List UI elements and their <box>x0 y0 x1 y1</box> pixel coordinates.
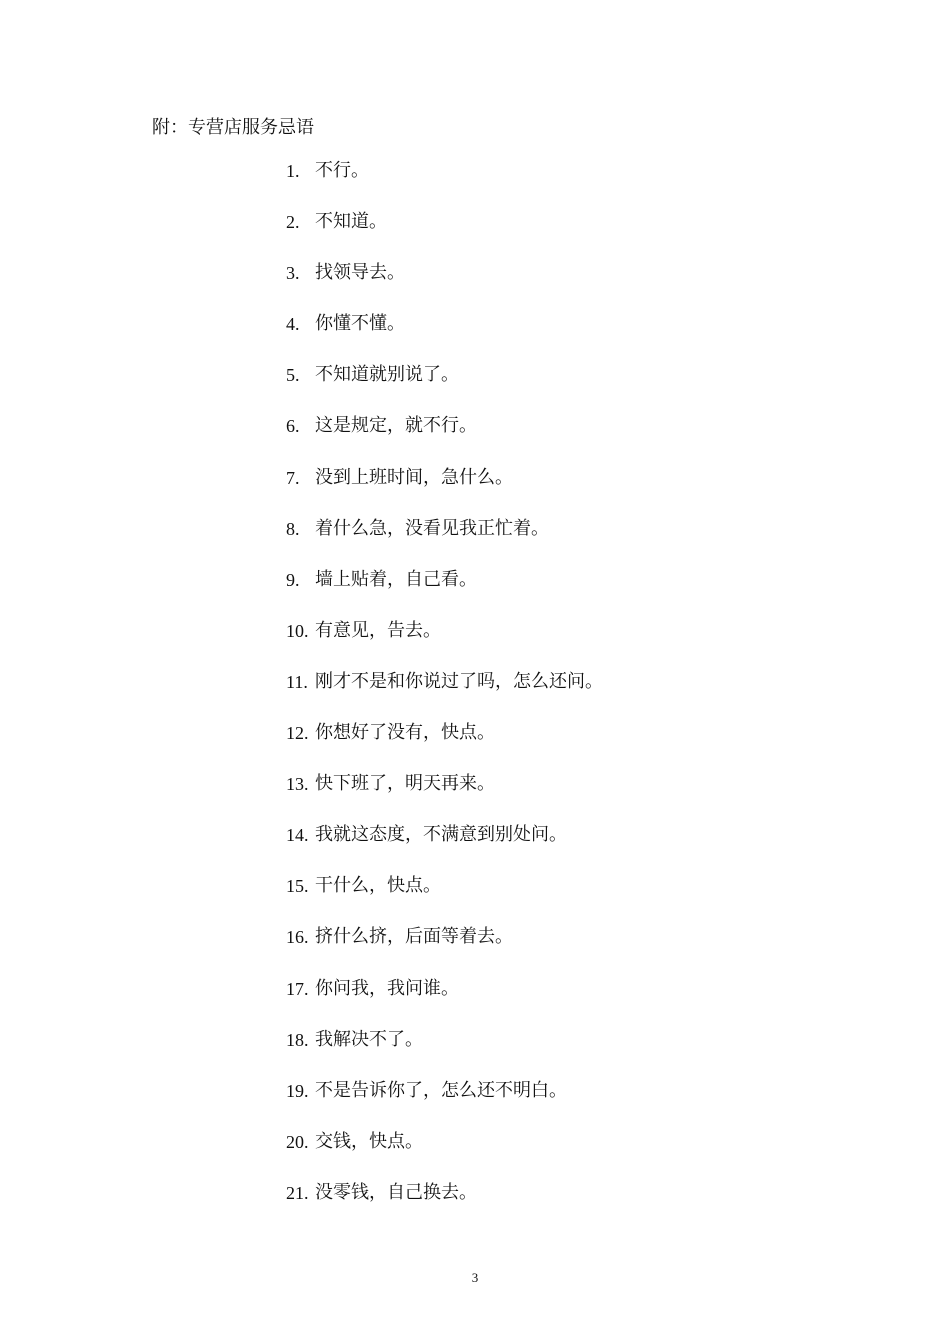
item-number: 15. <box>286 876 309 897</box>
list-item <box>286 924 603 975</box>
section-heading: 附：专营店服务忌语 <box>152 117 314 138</box>
taboo-phrase-list <box>286 158 603 1231</box>
list-item <box>286 771 603 822</box>
item-number: 16. <box>286 927 309 948</box>
list-item <box>286 362 603 413</box>
list-item <box>286 516 603 567</box>
list-item <box>286 209 603 260</box>
item-text: 找领导去。 <box>315 262 405 284</box>
item-number: 21. <box>286 1182 309 1203</box>
item-text: 有意见，告去。 <box>315 619 441 641</box>
item-text: 干什么，快点。 <box>315 875 441 897</box>
item-number: 2. <box>286 212 300 233</box>
item-number: 4. <box>286 314 300 335</box>
list-item <box>286 158 603 209</box>
list-item <box>286 260 603 311</box>
item-text: 没零钱，自己换去。 <box>315 1181 477 1203</box>
list-item <box>286 669 603 720</box>
list-item <box>286 720 603 771</box>
item-number: 14. <box>286 825 309 846</box>
item-number: 3. <box>286 263 300 284</box>
item-number: 13. <box>286 774 309 795</box>
item-number: 19. <box>286 1080 309 1101</box>
list-item <box>286 618 603 669</box>
item-number: 6. <box>286 416 300 437</box>
list-item <box>286 465 603 516</box>
item-text: 快下班了，明天再来。 <box>315 773 495 795</box>
list-item <box>286 822 603 873</box>
item-text: 这是规定，就不行。 <box>315 415 477 437</box>
item-number: 10. <box>286 620 309 641</box>
list-item <box>286 311 603 362</box>
list-item <box>286 413 603 464</box>
list-item <box>286 873 603 924</box>
item-number: 18. <box>286 1029 309 1050</box>
item-number: 1. <box>286 161 300 181</box>
item-text: 挤什么挤，后面等着去。 <box>315 926 513 948</box>
item-text: 不行。 <box>315 160 369 181</box>
item-text: 我就这态度，不满意到别处问。 <box>315 824 567 846</box>
item-text: 不是告诉你了，怎么还不明白。 <box>315 1079 567 1101</box>
item-text: 没到上班时间，急什么。 <box>315 466 513 488</box>
item-number: 12. <box>286 723 309 744</box>
item-number: 20. <box>286 1131 309 1152</box>
page-number: 3 <box>471 1270 479 1285</box>
item-text: 你想好了没有，快点。 <box>315 722 495 744</box>
item-text: 你问我，我问谁。 <box>315 977 459 999</box>
item-number: 7. <box>286 467 300 488</box>
item-text: 交钱，快点。 <box>315 1130 423 1152</box>
item-text: 墙上贴着，自己看。 <box>315 568 477 590</box>
item-text: 我解决不了。 <box>315 1028 423 1050</box>
list-item <box>286 1129 603 1180</box>
item-number: 9. <box>286 569 300 590</box>
list-item <box>286 567 603 618</box>
item-text: 不知道就别说了。 <box>315 364 459 386</box>
item-text: 不知道。 <box>315 211 387 233</box>
item-number: 5. <box>286 365 300 386</box>
item-text: 着什么急，没看见我正忙着。 <box>315 517 549 539</box>
item-number: 8. <box>286 518 300 539</box>
list-item <box>286 976 603 1027</box>
item-number: 11. <box>286 671 308 692</box>
list-item <box>286 1078 603 1129</box>
list-item <box>286 1180 603 1231</box>
item-number: 17. <box>286 978 309 999</box>
list-item <box>286 1027 603 1078</box>
item-text: 你懂不懂。 <box>315 313 405 335</box>
item-text: 刚才不是和你说过了吗，怎么还问。 <box>315 670 603 692</box>
